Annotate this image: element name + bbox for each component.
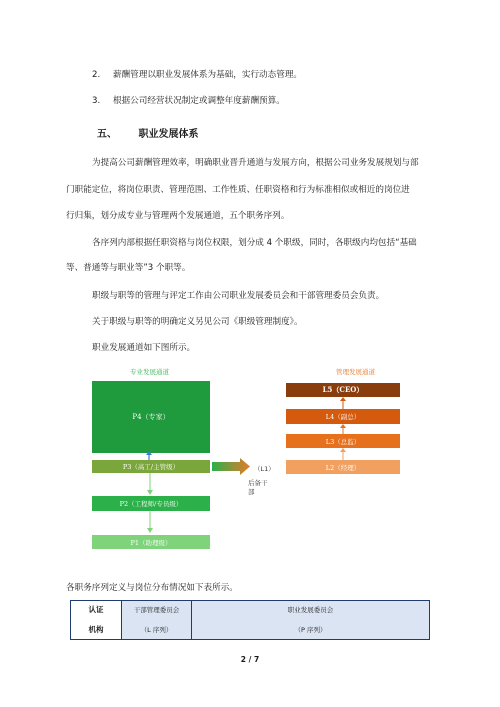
l2-label: L2（经理）: [325, 463, 361, 472]
paragraph-line: 关于职级与职等的明确定义另见公司《职级管理制度》。: [92, 317, 303, 327]
p2-box: [92, 496, 210, 511]
l5-label: L5（CEO）: [322, 385, 364, 394]
list-item-2: [92, 69, 302, 81]
list-text: 薪酬管理以职业发展体系为基础，实行动态管理。: [112, 70, 303, 80]
table-header-cell-p: [191, 600, 430, 640]
cell-text: （L 序列）: [140, 626, 173, 634]
l3-label: L3（总监）: [325, 437, 361, 446]
paragraph-line: 各序列内部根据任职资格与岗位权限，划分成 4 个职级，同时，各职级内均包括“基础: [92, 238, 417, 248]
section-title: 职业发展体系: [138, 129, 199, 140]
reserve-cadre-text: [248, 479, 268, 497]
reserve-line-1: 后备干: [248, 479, 268, 487]
list-text: 根据公司经营状况制定或调整年度薪酬预算。: [112, 96, 285, 106]
paragraph-line: 等、普通等与职业等”3 个职等。: [66, 263, 191, 273]
l1-label: （L1）: [254, 465, 275, 473]
p4-box: [92, 381, 210, 453]
l5-box: [286, 383, 400, 397]
list-item-3: [92, 95, 285, 107]
p1-box: [92, 535, 210, 549]
cell-text: （P 序列）: [294, 626, 327, 634]
career-path-diagram: [90, 365, 410, 555]
reserve-line-2: 部: [248, 488, 255, 496]
list-number: 3.: [92, 96, 101, 106]
right-channel-title: 管理发展通道: [336, 368, 375, 376]
arrow-up-icon: [339, 424, 347, 434]
transition-arrow-icon: [212, 458, 250, 475]
l4-label: L4（副总）: [325, 413, 361, 421]
p4-label: P4（专家）: [132, 413, 170, 421]
paragraph-line: 门职能定位，将岗位职责、管理范围、工作性质、任职资格和行为标准相似或相近的岗位进: [66, 185, 410, 195]
l2-box: [286, 460, 400, 474]
cell-text: 认证: [88, 605, 104, 614]
paragraph-line: 职级与职等的管理与评定工作由公司职业发展委员会和干部管理委员会负责。: [92, 291, 385, 301]
list-number: 2.: [92, 70, 101, 80]
paragraph-line: 为提高公司薪酬管理效率，明确职业晋升通道与发展方向，根据公司业务发展规划与部: [92, 158, 419, 168]
table-header-cell-org: [70, 600, 122, 640]
arrow-up-icon: [339, 397, 347, 409]
arrow-down-icon: [146, 473, 154, 495]
cell-text: 干部管理委员会: [133, 606, 180, 614]
page-number: 2 / 7: [240, 655, 260, 664]
l3-box: [286, 434, 400, 448]
p1-label: P1（助理级）: [130, 538, 172, 547]
sequence-table: [70, 600, 430, 640]
p3-label: P3（高工/主管级）: [122, 463, 180, 471]
arrow-down-icon: [146, 511, 154, 533]
l4-box: [286, 409, 400, 424]
left-channel-title: 专业发展通道: [130, 368, 169, 376]
p3-box: [92, 460, 210, 473]
table-intro: 各职务序列定义与岗位分布情况如下表所示。: [66, 583, 238, 593]
paragraph-line: 行归集，划分成专业与管理两个发展通道，五个职务序列。: [66, 211, 290, 221]
paragraph-line: 职业发展通道如下图所示。: [92, 343, 196, 353]
section-heading: [97, 125, 198, 140]
cell-text: 机构: [88, 625, 104, 634]
arrow-up-icon: [339, 448, 347, 460]
table-header-cell-l: [121, 600, 192, 640]
section-number: 五、: [97, 129, 117, 140]
p2-label: P2（工程师/专员级）: [119, 500, 183, 508]
cell-text: 职业发展委员会: [287, 606, 334, 614]
